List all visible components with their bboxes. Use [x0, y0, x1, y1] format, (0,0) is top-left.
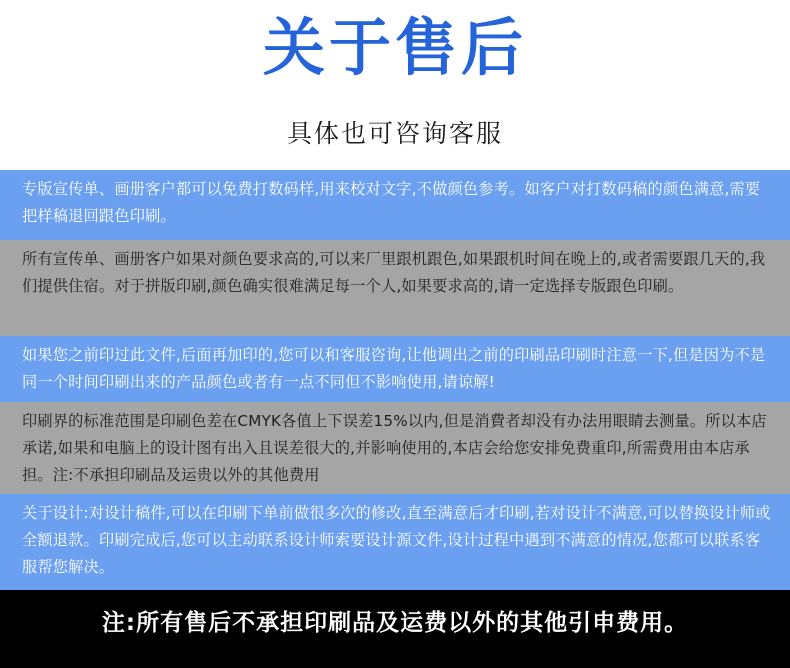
info-block-reprint	[0, 336, 790, 402]
page-title: 关于售后	[262, 11, 527, 84]
info-block-text: 所有宣传单、画册客户如果对颜色要求高的,可以来厂里跟机跟色,如果跟机时间在晚上的,或者需要跟几天的,我们提供住宿。对于拼版印刷,颜色确实很难满足每一个人,如果要求高的,请一定选择专版跟色印刷。	[22, 250, 766, 295]
info-block-proof	[0, 170, 790, 240]
footer-note	[0, 590, 790, 668]
header	[0, 0, 790, 170]
info-block-color-check	[0, 240, 790, 336]
info-block-text: 如果您之前印过此文件,后面再加印的,您可以和客服咨询,让他调出之前的印刷品印刷时注意一下,但是因为不是同一个时间印刷出来的产品颜色或者有一点不同但不影响使用,请谅解!	[22, 346, 766, 391]
info-block-design	[0, 494, 790, 590]
page-subtitle: 具体也可咨询客服	[286, 119, 503, 148]
info-block-text: 关于设计:对设计稿件,可以在印刷下单前做很多次的修改,直至满意后才印刷,若对设计不满意,可以替换设计师或全额退款。印刷完成后,您可以主动联系设计师索要设计源文件,设计过程中遇到不满意的情况,您都可以联系客服帮您解决。	[22, 504, 771, 576]
info-block-text: 印刷界的标准范围是印刷色差在CMYK各值上下误差15%以内,但是消費者却没有办法用眼睛去测量。所以本店承诺,如果和电脑上的设计图有出入且误差很大的,并影响使用的,本店会给您安排免费重印,所需费用由本店承担。注:不承担印刷品及运贵以外的其他费用	[22, 412, 767, 484]
info-block-color-tolerance	[0, 402, 790, 494]
info-block-text: 专版宣传单、画册客户都可以免费打数码样,用来校对文字,不做颜色参考。如客户对打数码稿的颜色满意,需要把样稿退回跟色印刷。	[22, 180, 761, 225]
footer-note-text: 注:所有售后不承担印刷品及运费以外的其他引申费用。	[101, 610, 689, 636]
